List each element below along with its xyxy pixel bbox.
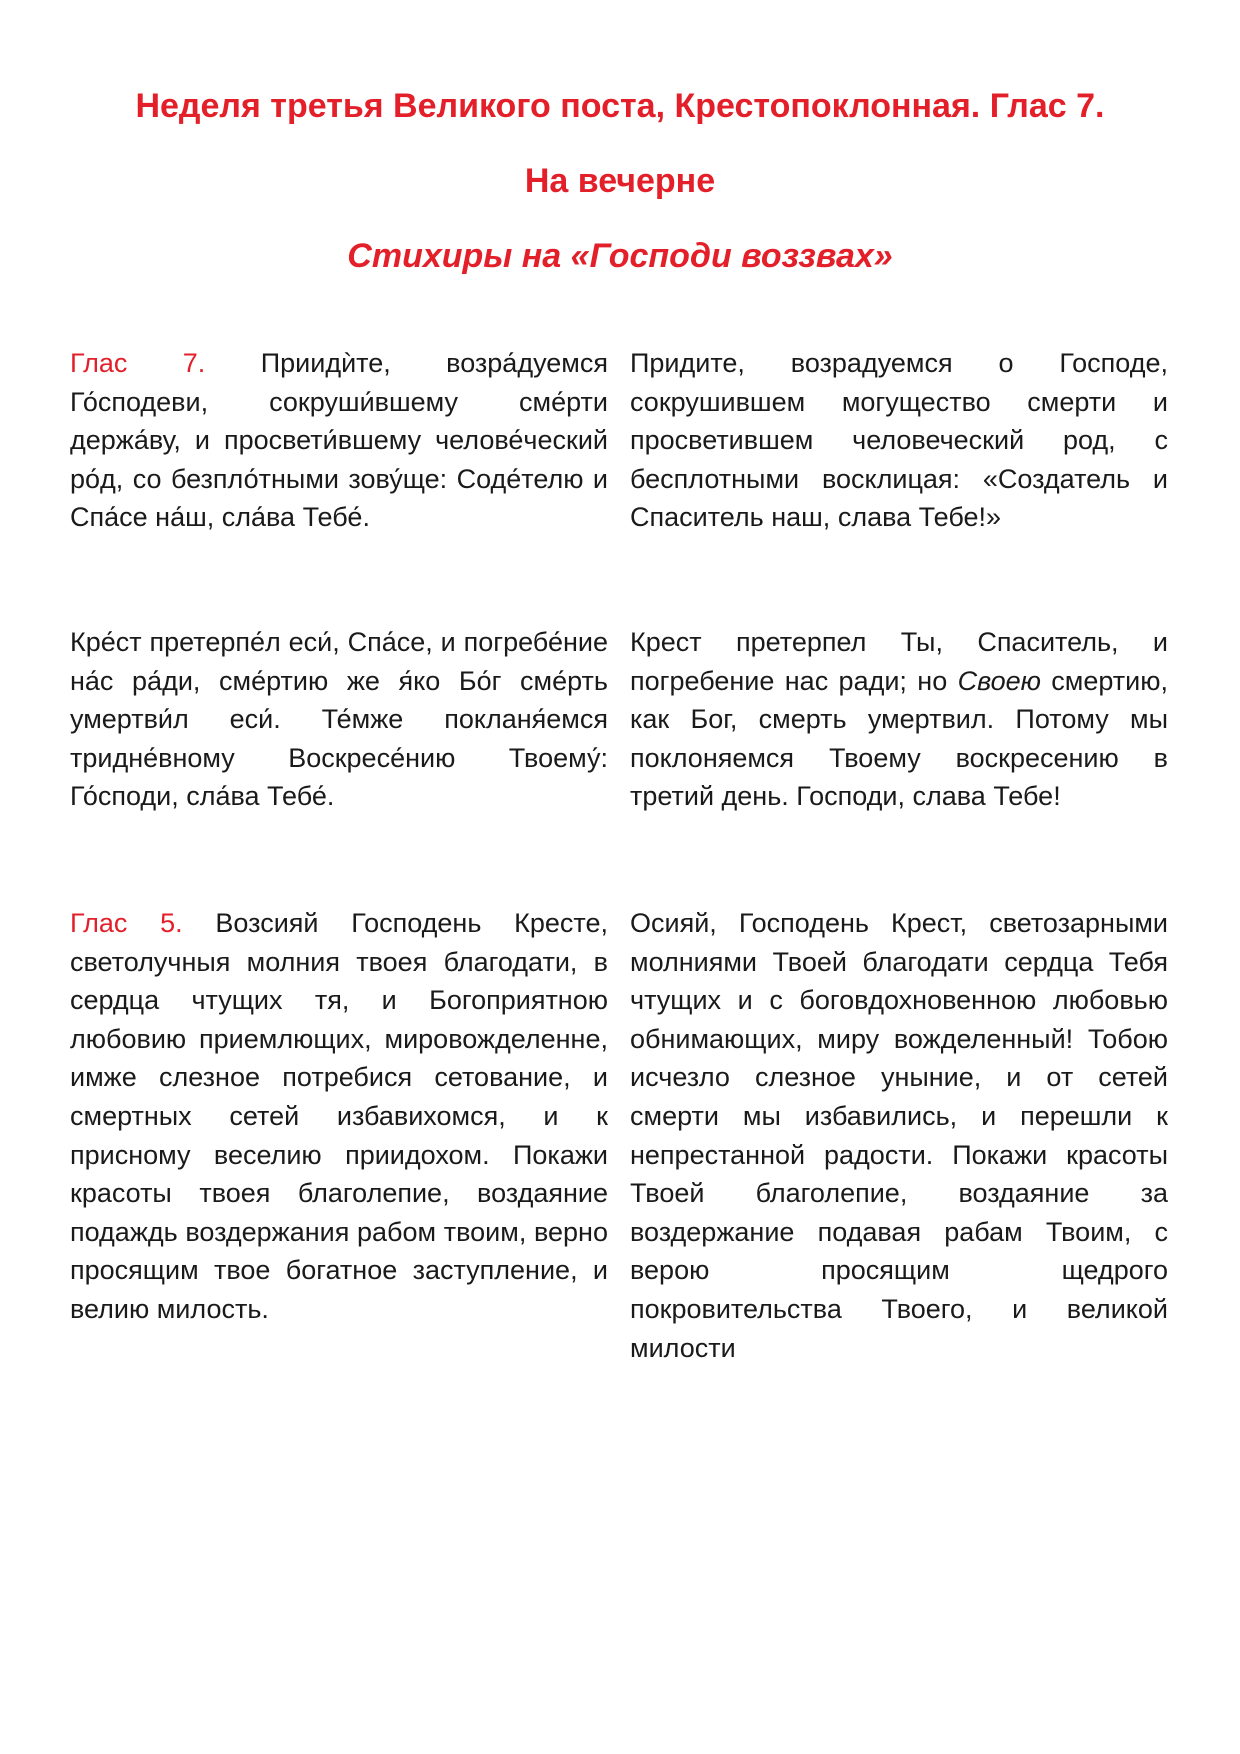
italic-word: Своею [957, 665, 1041, 696]
section-heading: Стихиры на «Господи воззвах» [347, 237, 893, 275]
sticheron-text: смертию, как Бог, смерть умертвил. Потому мы поклоняемся Твоему воскресению в третий день. Господи, слава Тебе! [630, 665, 1169, 812]
tone-marker: Глас 7. [70, 348, 206, 378]
sticheron-2-russian [630, 623, 1168, 816]
service-heading: На вечерне [524, 162, 716, 200]
tone-marker: Глас 5. [70, 908, 183, 938]
sticheron-3-church-slavonic [70, 904, 608, 1329]
sticheron-3-russian: Осияй, Господень Крест, светозарными молниями Твоей благодати сердца Тебя чтущих и с боговдохновенною любовью обнимающих, миру вожделенный! Тобою исчезло слезное уныние, и от сетей смерти мы избавились, и перешли к непрестанной радости. Покажи красоты Твоей благолепие, воздаяние за воздержание подавая рабам Твоим, с верою просящим щедрого покровительства Твоего, и великой милости [630, 908, 1168, 1363]
sticheron-text: Возсияй Господень Кресте, светолучныя молния твоея благодати, в сердца чтущих тя, и Богоприятною любовию приемлющих, мировожделенне, имже слезное потребися сетование, и смертных сетей избавихомся, и к присному веселию приидохом. Покажи красоты твоея благолепие, воздаяние подаждь воздержания рабом твоим, верно просящим твое богатное заступление, и велию милость. [70, 908, 608, 1324]
sticheron-1-russian: Придите, возрадуемся о Господе, сокрушившем могущество смерти и просветившем человеческий род, с бесплотными восклицая: «Создатель и Спаситель наш, слава Тебе!» [630, 348, 1168, 533]
sticheron-text: Крест претерпел Ты, Спаситель, и погребение нас ради; но [630, 627, 1168, 696]
sticheron-text: Приидѝте, возра́дуемся Го́сподеви, сокруши́вшему сме́рти держа́ву, и просвети́вшему челове́ческий ро́д, со безпло́тными зову́ще: Соде́телю и Спа́се на́ш, сла́ва Тебе́. [70, 348, 608, 533]
document-title: Неделя третья Великого поста, Крестопоклонная. Глас 7. [135, 87, 1105, 125]
sticheron-2-church-slavonic: Кре́ст претерпе́л еси́, Спа́се, и погребе́ние на́с ра́ди, сме́ртию же я́ко Бо́г сме́рть умертви́л еси́. Те́мже покланя́емся тридне́вному Воскресе́нию Твоему́: Го́споди, сла́ва Тебе́. [70, 627, 608, 812]
sticheron-1-church-slavonic [70, 344, 608, 537]
